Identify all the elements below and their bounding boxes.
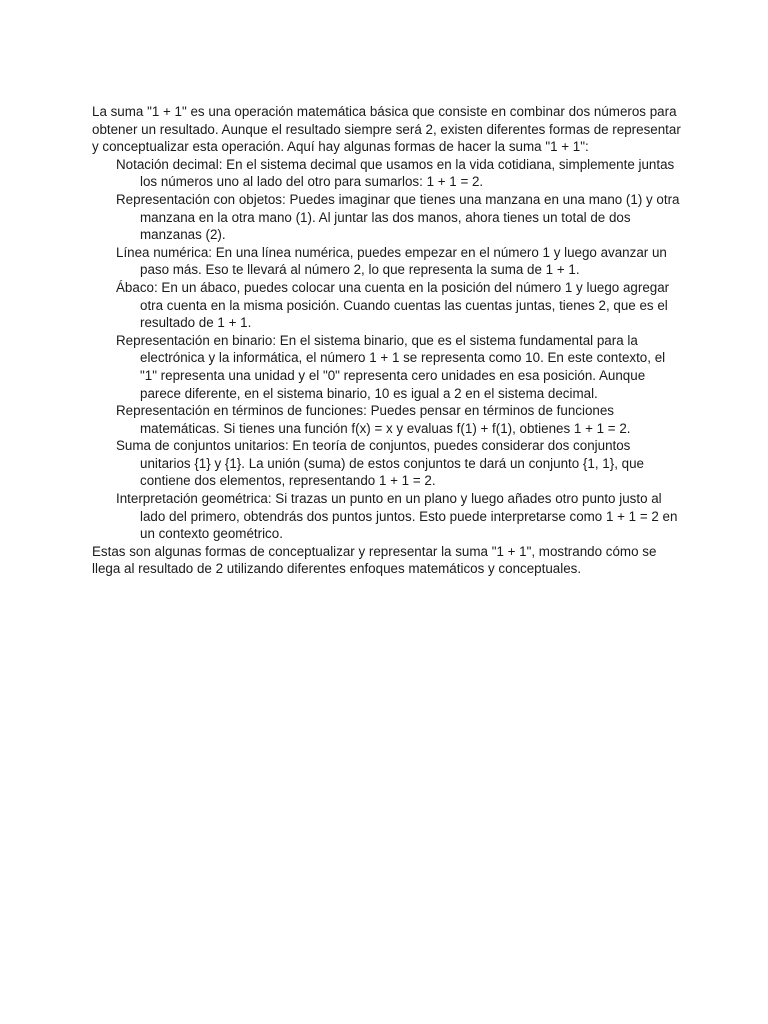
list-item [92, 332, 682, 402]
list-item-text: Representación en términos de funciones: Puedes pensar en términos de funciones matemáticas. Si tienes una función f(x) = x y evaluas f(1) + f(1), obtienes 1 + 1 = 2. [116, 403, 631, 436]
list-item [92, 156, 682, 191]
intro-paragraph: La suma "1 + 1" es una operación matemática básica que consiste en combinar dos números para obtener un resultado. Aunque el resultado siempre será 2, existen diferentes formas de representar y conceptualizar esta operación. Aquí hay algunas formas de hacer la suma "1 + 1": [92, 104, 681, 155]
list-item [92, 437, 682, 490]
document-body [92, 103, 682, 578]
list-item-text: Suma de conjuntos unitarios: En teoría de conjuntos, puedes considerar dos conjuntos unitarios {1} y {1}. La unión (suma) de estos conjuntos te dará un conjunto {1, 1}, que contiene dos elementos, representando 1 + 1 = 2. [116, 438, 644, 489]
list-item [92, 244, 682, 279]
list-item [92, 191, 682, 244]
list-item-text: Representación con objetos: Puedes imaginar que tienes una manzana en una mano (1) y otra manzana en la otra mano (1). Al juntar las dos manos, ahora tienes un total de dos manzanas (2). [116, 191, 680, 243]
list-item-text: Notación decimal: En el sistema decimal que usamos en la vida cotidiana, simplemente juntas los números uno al lado del otro para sumarlos: 1 + 1 = 2. [116, 156, 675, 190]
list-item-text: Representación en binario: En el sistema binario, que es el sistema fundamental para la electrónica y la informática, el número 1 + 1 se representa como 10. En este contexto, el "1" representa una unidad y el "0" representa cero unidades en esa posición. Aunque parece diferente, en el sistema binario, 10 es igual a 2 en el sistema decimal. [116, 332, 666, 401]
list-item [92, 490, 682, 543]
list-item-text: Ábaco: En un ábaco, puedes colocar una cuenta en la posición del número 1 y luego agregar otra cuenta en la misma posición. Cuando cuentas las cuentas juntas, tienes 2, que es el resultado de 1 + 1. [116, 279, 670, 331]
list-item-text: Interpretación geométrica: Si trazas un punto en un plano y luego añades otro punto justo al lado del primero, obtendrás dos puntos juntos. Esto puede interpretarse como 1 + 1 = 2 en un contexto geométrico. [116, 491, 678, 542]
conclusion-paragraph: Estas son algunas formas de conceptualizar y representar la suma "1 + 1", mostrando cómo se llega al resultado de 2 utilizando diferentes enfoques matemáticos y conceptuales. [92, 543, 657, 577]
methods-list [92, 156, 682, 543]
list-item [92, 402, 682, 437]
list-item [92, 279, 682, 332]
list-item-text: Línea numérica: En una línea numérica, puedes empezar en el número 1 y luego avanzar un paso más. Eso te llevará al número 2, lo que representa la suma de 1 + 1. [116, 244, 667, 278]
